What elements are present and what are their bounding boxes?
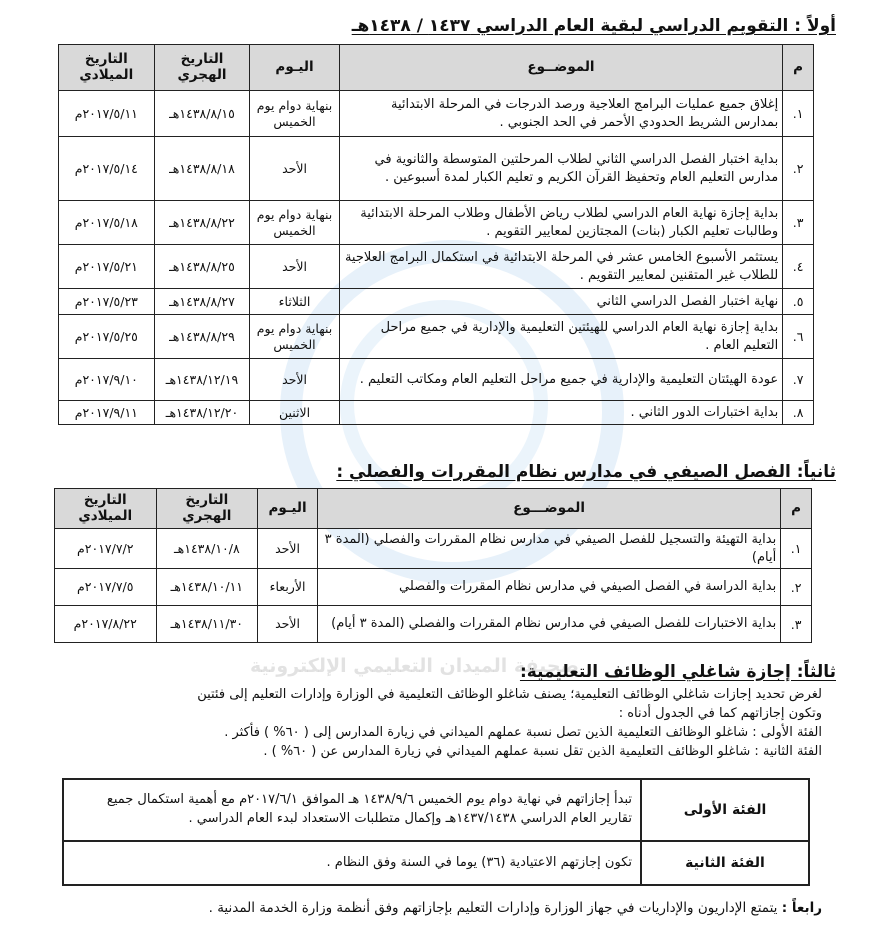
table-row [63,841,809,885]
section4-text: يتمتع الإداريون والإداريات في جهاز الوزارة وإدارات التعليم بإجازاتهم وفق أنظمة وزارة الخدمة المدنية . [208,900,778,916]
col-hijri: التاريخ الهجري [156,489,258,529]
col-day: اليـوم [250,45,339,91]
table-row: ٣. بداية إجازة نهاية العام الدراسي لطلاب رياض الأطفال وطلاب المرحلة الابتدائية وطالبات تعليم الكبار (بنات) المجتازين لمعايير التقويم . بنهاية دوام يوم الخميس ١٤٣٨/٨/٢٢هـ ٢٠١٧/٥/١٨م [59,201,814,245]
section2-title: ثانياً: الفصل الصيفي في مدارس نظام المقررات والفصلي : [336,462,836,482]
col-day: اليـوم [258,489,318,529]
table-row: ٦. بداية إجازة نهاية العام الدراسي للهيئتين التعليمية والإدارية في جميع مراحل التعليم العام . بنهاية دوام يوم الخميس ١٤٣٨/٨/٢٩هـ ٢٠١٧/٥/٢٥م [59,315,814,359]
table-row: ٢. بداية اختبار الفصل الدراسي الثاني لطلاب المرحلتين المتوسطة والثانوية في مدارس التعليم العام وتحفيظ القرآن الكريم و تعليم الكبار لمدة أسبوعين . الأحد ١٤٣٨/٨/١٨هـ ٢٠١٧/٥/١٤م [59,137,814,201]
intro-line-2: وتكون إجازاتهم كما في الجدول أدناه : [618,705,822,721]
category-name: الفئة الأولى [641,779,809,841]
col-subject: الموضـــوع [317,489,780,529]
category-text: تبدأ إجازاتهم في نهاية دوام يوم الخميس ١٤٣٨/٩/٦ هـ الموافق ٢٠١٧/٦/١م مع أهمية استكمال جميع تقارير العام الدراسي ١٤٣٧/١٤٣٨هـ وإكمال متطلبات الاستعداد لبدء العام الدراسي . [63,779,641,841]
intro-line-1: لغرض تحديد إجازات شاغلي الوظائف التعليمية؛ يصنف شاغلو الوظائف التعليمية في الوزارة وإدارات التعليم إلى فئتين [197,687,822,702]
calendar-table [58,44,814,425]
calendar-table-header [59,45,814,91]
col-subject: الموضــوع [339,45,783,91]
watermark-text: صحيفة الميدان التعليمي الإلكترونية [250,655,579,677]
section4-label: رابعاً : [781,900,822,916]
col-num: م [783,45,814,91]
section3-title: ثالثاً: إجازة شاغلي الوظائف التعليمية: [519,662,836,682]
table-row: ٣. بداية الاختبارات للفصل الصيفي في مدارس نظام المقررات والفصلي (المدة ٣ أيام) الأحد ١٤٣٨/١١/٣٠هـ ٢٠١٧/٨/٢٢م [55,606,812,643]
table-row: ٥. نهاية اختبار الفصل الدراسي الثاني الثلاثاء ١٤٣٨/٨/٢٧هـ ٢٠١٧/٥/٢٣م [59,289,814,315]
summer-table [54,488,812,643]
category-name: الفئة الثانية [641,841,809,885]
section3-intro [40,686,822,761]
section1-title: أولاً : التقويم الدراسي لبقية العام الدراسي ١٤٣٧ / ١٤٣٨هـ [351,16,836,36]
section4 [209,900,822,916]
table-row: ٨. بداية اختبارات الدور الثاني . الاثنين ١٤٣٨/١٢/٢٠هـ ٢٠١٧/٩/١١م [59,401,814,425]
category1-line: الفئة الأولى : شاغلو الوظائف التعليمية الذين تصل نسبة عملهم الميداني في زيارة المدارس إلى ( ٦٠% ) فأكثر . [224,724,822,740]
table-row [63,779,809,841]
col-hijri: التاريخ الهجري [154,45,250,91]
summer-table-header [55,489,812,529]
table-row: ١. بداية التهيئة والتسجيل للفصل الصيفي في مدارس نظام المقررات والفصلي (المدة ٣ أيام) الأحد ١٤٣٨/١٠/٨هـ ٢٠١٧/٧/٢م [55,529,812,569]
table-row: ٢. بداية الدراسة في الفصل الصيفي في مدارس نظام المقررات والفصلي الأربعاء ١٤٣٨/١٠/١١هـ ٢٠١٧/٧/٥م [55,569,812,606]
col-num: م [781,489,812,529]
categories-table [62,778,810,886]
col-greg: التاريخ الميلادي [59,45,155,91]
table-row: ١. إغلاق جميع عمليات البرامج العلاجية ورصد الدرجات في المرحلة الابتدائية بمدارس الشريط الحدودي الأحمر في الحد الجنوبي . بنهاية دوام يوم الخميس ١٤٣٨/٨/١٥هـ ٢٠١٧/٥/١١م [59,91,814,137]
category2-line: الفئة الثانية : شاغلو الوظائف التعليمية الذين تقل نسبة عملهم الميداني في زيارة المدارس عن ( ٦٠% ) . [263,743,822,759]
col-greg: التاريخ الميلادي [55,489,157,529]
table-row: ٧. عودة الهيئتان التعليمية والإدارية في جميع مراحل التعليم العام ومكاتب التعليم . الأحد ١٤٣٨/١٢/١٩هـ ٢٠١٧/٩/١٠م [59,359,814,401]
table-row: ٤. يستثمر الأسبوع الخامس عشر في المرحلة الابتدائية في استكمال البرامج العلاجية للطلاب غير المتقنين لمعايير التقويم . الأحد ١٤٣٨/٨/٢٥هـ ٢٠١٧/٥/٢١م [59,245,814,289]
category-text: تكون إجازتهم الاعتيادية (٣٦) يوما في السنة وفق النظام . [63,841,641,885]
